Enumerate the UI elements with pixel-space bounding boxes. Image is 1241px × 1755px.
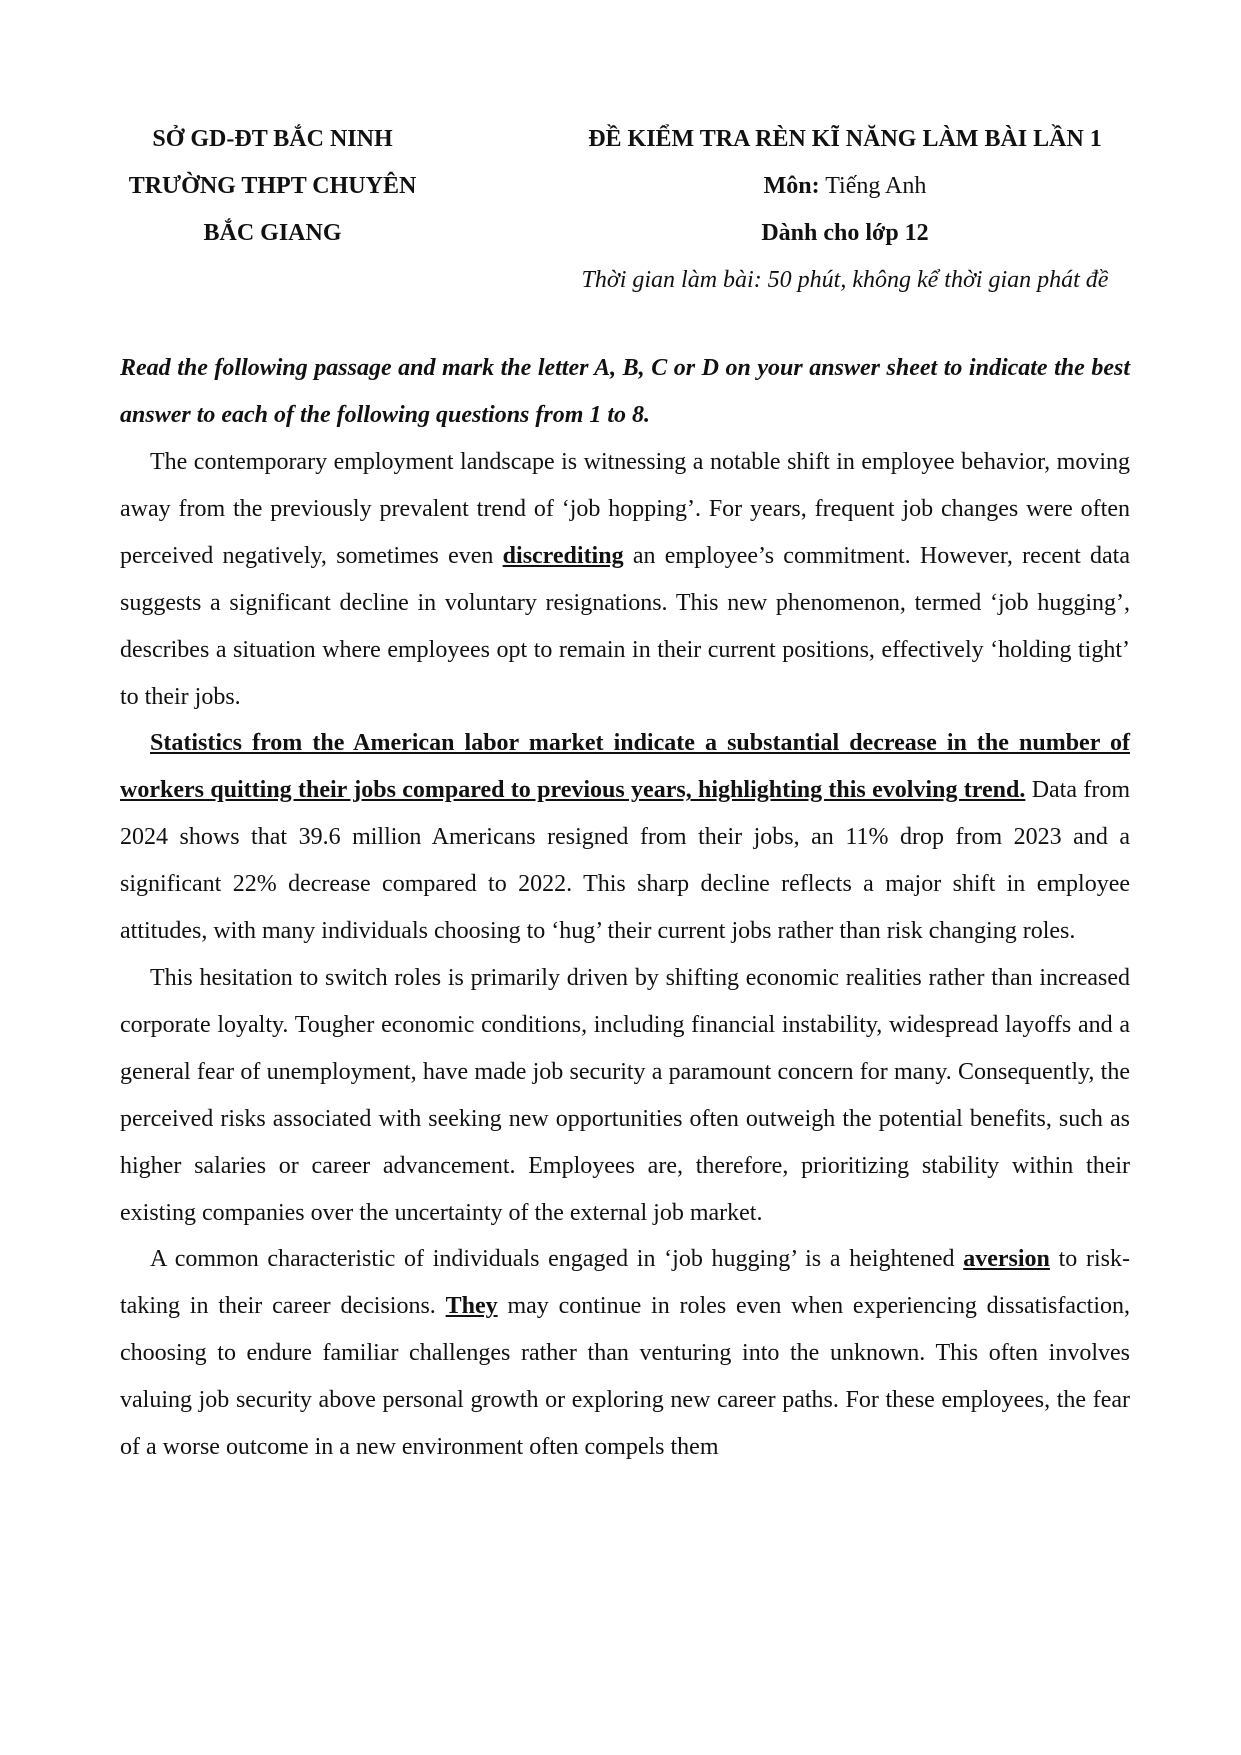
subject-label: Môn:	[763, 173, 820, 199]
keyword-they: They	[445, 1293, 498, 1320]
keyword-discrediting: discrediting	[502, 542, 624, 569]
passage-paragraph-1	[120, 439, 1130, 720]
keyword-aversion: aversion	[963, 1246, 1050, 1273]
exam-time: Thời gian làm bài: 50 phút, không kể thời gian phát đề	[581, 267, 1109, 293]
passage-paragraph-2	[120, 720, 1130, 955]
exam-grade: Dành cho lớp 12	[761, 220, 929, 246]
subject-value: Tiếng Anh	[819, 173, 927, 199]
p1-text-a: The contemporary employment landscape is witnessing a notable shift in employee behavior, moving away from the previously prevalent trend of ‘job hopping’. For years, frequent job changes were often perceived negatively, sometimes even	[120, 449, 1130, 569]
department-name: SỞ GD-ĐT BẮC NINH	[152, 126, 393, 152]
p2-text-a: Data from 2024 shows that 39.6 million Americans resigned from their jobs, an 11% drop from 2023 and a significant 22% decrease compared to 2022. This sharp decline reflects a major shift in employee attitudes, with many individuals choosing to ‘hug’ their current jobs rather than risk changing roles.	[120, 777, 1130, 945]
p4-text-a: A common characteristic of individuals engaged in ‘job hugging’ is a heightened	[150, 1246, 964, 1273]
passage-paragraph-3	[120, 955, 1130, 1236]
keyword-statistics-sentence: Statistics from the American labor market indicate a substantial decrease in the number of workers quitting their jobs compared to previous years, highlighting this evolving trend.	[120, 730, 1130, 804]
school-name-line2: BẮC GIANG	[203, 220, 342, 246]
p3-text-a: This hesitation to switch roles is primarily driven by shifting economic realities rather than increased corporate loyalty. Tougher economic conditions, including financial instability, widespread layoffs and a general fear of unemployment, have made job security a paramount concern for many. Consequently, the perceived risks associated with seeking new opportunities often outweigh the potential benefits, such as higher salaries or career advancement. Employees are, therefore, prioritizing stability within their existing companies over the uncertainty of the external job market.	[120, 964, 1130, 1226]
school-name-line1: TRƯỜNG THPT CHUYÊN	[128, 173, 417, 199]
exam-title: ĐỀ KIỂM TRA RÈN KĨ NĂNG LÀM BÀI LẦN 1	[588, 126, 1102, 152]
question-instruction: Read the following passage and mark the letter A, B, C or D on your answer sheet to indicate the best answer to each of the following questions from 1 to 8.	[120, 355, 1130, 428]
exam-header	[490, 116, 1200, 304]
p4-text-c: may continue in roles even when experiencing dissatisfaction, choosing to endure familiar challenges rather than venturing into the unknown. This often involves valuing job security above personal growth or exploring new career paths. For these employees, the fear of a worse outcome in a new environment often compels them	[120, 1293, 1130, 1461]
school-header	[95, 116, 450, 257]
passage-paragraph-4	[120, 1236, 1130, 1471]
p4-text-b: to risk-taking in their career decisions.	[120, 1246, 1130, 1320]
reading-passage	[120, 439, 1130, 1471]
p1-text-b: an employee’s commitment. However, recent data suggests a significant decline in voluntary resignations. This new phenomenon, termed ‘job hugging’, describes a situation where employees opt to remain in their current positions, effectively ‘holding tight’ to their jobs.	[120, 542, 1130, 710]
exam-subject	[490, 163, 1200, 210]
